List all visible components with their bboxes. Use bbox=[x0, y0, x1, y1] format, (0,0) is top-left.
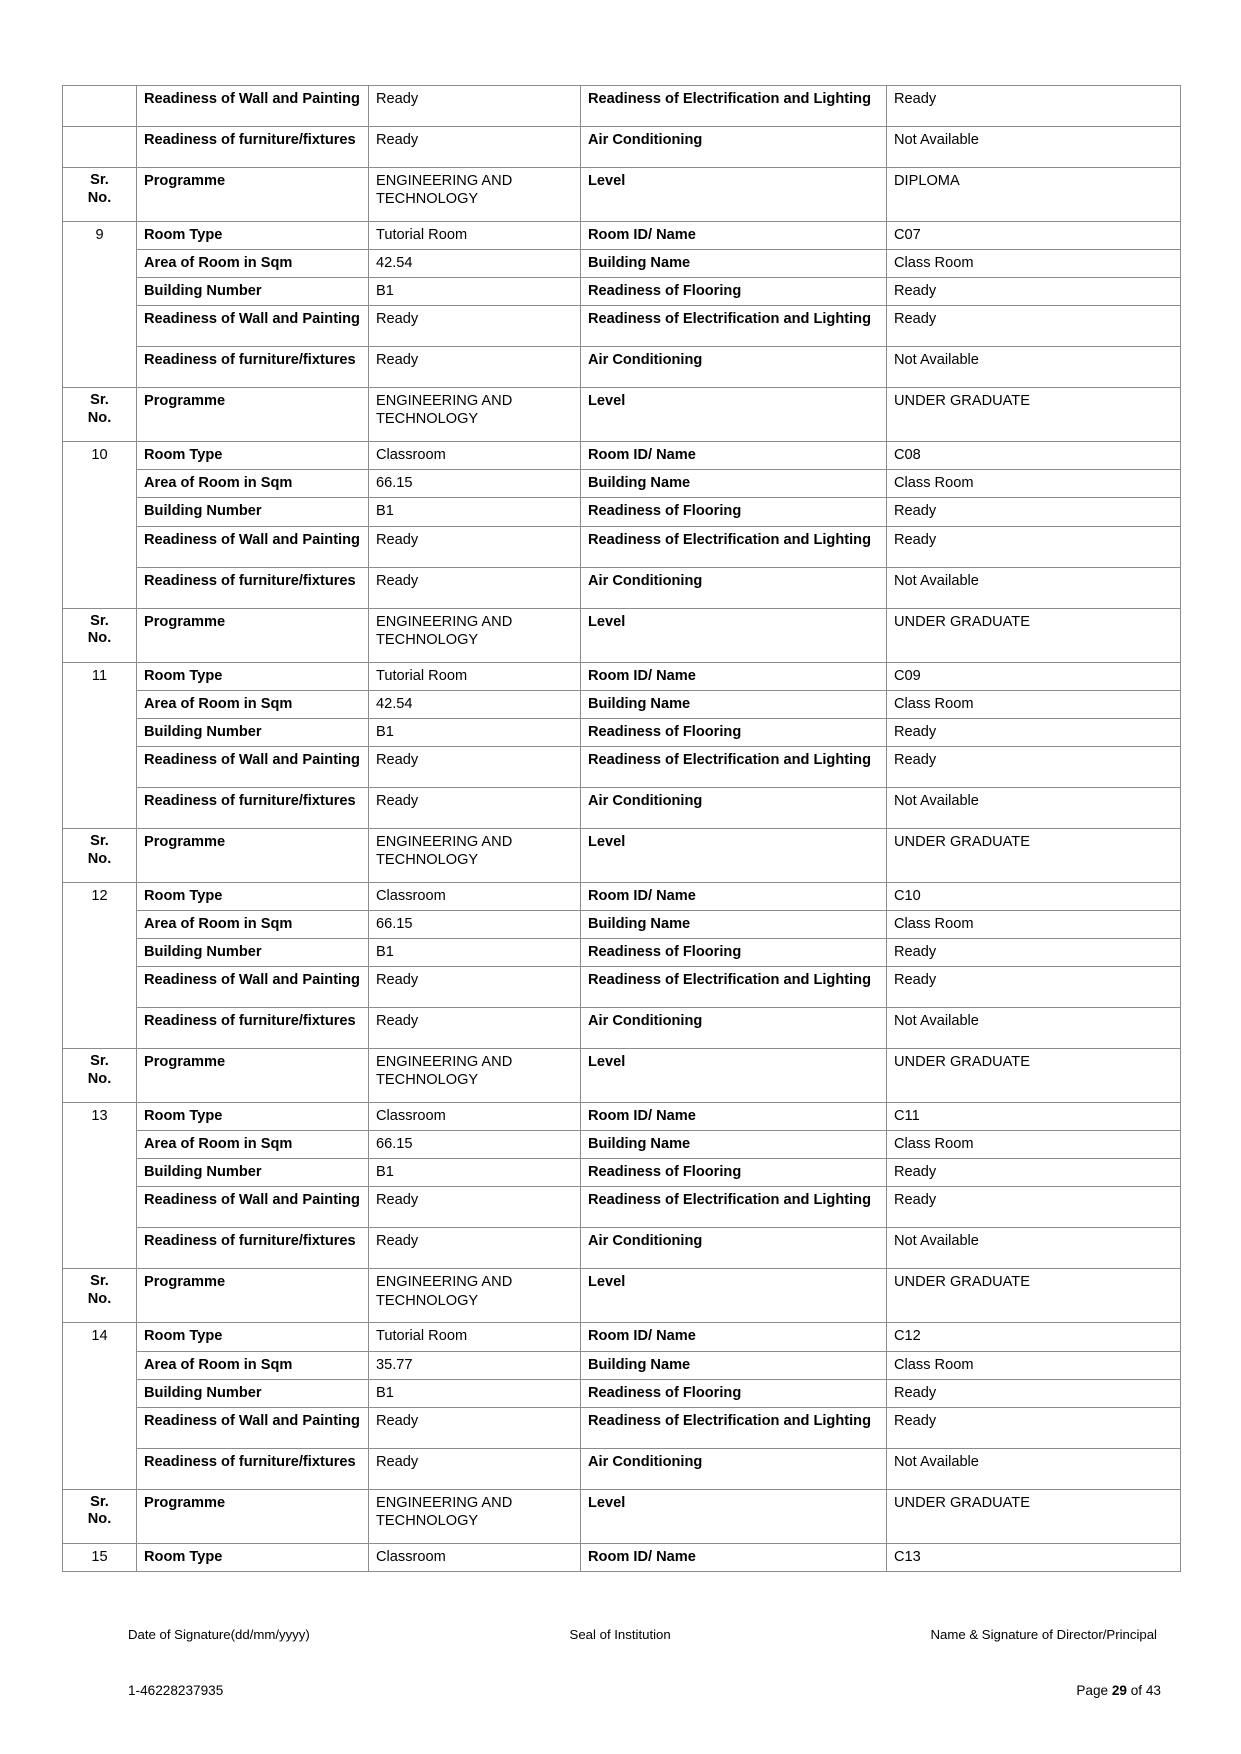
field-label-level: Level bbox=[581, 1489, 887, 1543]
table-row bbox=[63, 939, 1181, 967]
field-label-building-name: Building Name bbox=[581, 470, 887, 498]
table-row bbox=[63, 1448, 1181, 1489]
field-value-area: 42.54 bbox=[369, 250, 581, 278]
page-total: 43 bbox=[1145, 1683, 1161, 1698]
field-value-building-number: B1 bbox=[369, 939, 581, 967]
sr-no-header-cell bbox=[63, 1269, 137, 1323]
field-label-room-id: Room ID/ Name bbox=[581, 882, 887, 910]
table-row bbox=[63, 278, 1181, 306]
page-prefix: Page bbox=[1076, 1683, 1109, 1698]
field-value-room-id: C08 bbox=[887, 442, 1181, 470]
field-value-building-number: B1 bbox=[369, 718, 581, 746]
field-label-programme: Programme bbox=[137, 168, 369, 222]
field-value-flooring: Ready bbox=[887, 1379, 1181, 1407]
field-value-furniture: Ready bbox=[369, 567, 581, 608]
field-label-room-id: Room ID/ Name bbox=[581, 662, 887, 690]
field-label-flooring: Readiness of Flooring bbox=[581, 498, 887, 526]
table-row bbox=[63, 250, 1181, 278]
field-value-room-type: Classroom bbox=[369, 882, 581, 910]
field-label-flooring: Readiness of Flooring bbox=[581, 1159, 887, 1187]
field-value-room-id: C07 bbox=[887, 222, 1181, 250]
sr-no-line-2: No. bbox=[87, 850, 112, 867]
field-label-electrification: Readiness of Electrification and Lighting bbox=[581, 1407, 887, 1448]
field-label-room-type: Room Type bbox=[137, 1543, 369, 1571]
table-row bbox=[63, 882, 1181, 910]
field-value-furniture: Ready bbox=[369, 1008, 581, 1049]
field-value-building-number: B1 bbox=[369, 498, 581, 526]
field-label-flooring: Readiness of Flooring bbox=[581, 718, 887, 746]
field-label-electrification: Readiness of Electrification and Lighting bbox=[581, 746, 887, 787]
table-row bbox=[63, 222, 1181, 250]
field-value-wall: Ready bbox=[369, 746, 581, 787]
field-value-electrification: Ready bbox=[887, 526, 1181, 567]
field-label-flooring: Readiness of Flooring bbox=[581, 939, 887, 967]
field-label-level: Level bbox=[581, 608, 887, 662]
table-row bbox=[63, 567, 1181, 608]
field-label-air-conditioning: Air Conditioning bbox=[581, 567, 887, 608]
sr-no-line-2: No. bbox=[87, 1070, 112, 1087]
sr-no-line-1: Sr. bbox=[90, 392, 109, 409]
field-value-level: UNDER GRADUATE bbox=[887, 1269, 1181, 1323]
field-label-area: Area of Room in Sqm bbox=[137, 1351, 369, 1379]
table-row bbox=[63, 1351, 1181, 1379]
field-value-programme: ENGINEERING AND TECHNOLOGY bbox=[369, 1489, 581, 1543]
table-row-programme bbox=[63, 608, 1181, 662]
table-row bbox=[63, 967, 1181, 1008]
table-row bbox=[63, 347, 1181, 388]
sr-no-line-2: No. bbox=[87, 1511, 112, 1528]
field-value-building-number: B1 bbox=[369, 1379, 581, 1407]
table-row bbox=[63, 690, 1181, 718]
field-label-flooring: Readiness of Flooring bbox=[581, 1379, 887, 1407]
sr-no-value: 9 bbox=[63, 222, 137, 388]
field-value-air-conditioning: Not Available bbox=[887, 1008, 1181, 1049]
field-label-level: Level bbox=[581, 828, 887, 882]
field-label-level: Level bbox=[581, 1049, 887, 1103]
sr-no-line-1: Sr. bbox=[90, 1053, 109, 1070]
field-value-flooring: Ready bbox=[887, 939, 1181, 967]
field-label-electrification: Readiness of Electrification and Lighting bbox=[581, 1187, 887, 1228]
field-value-level: UNDER GRADUATE bbox=[887, 828, 1181, 882]
field-label-room-type: Room Type bbox=[137, 882, 369, 910]
field-label-furniture: Readiness of furniture/fixtures bbox=[137, 1448, 369, 1489]
page-of: of bbox=[1130, 1683, 1143, 1698]
field-label-area: Area of Room in Sqm bbox=[137, 1131, 369, 1159]
field-value-furniture: Ready bbox=[369, 1448, 581, 1489]
sr-no-header-cell bbox=[63, 1049, 137, 1103]
field-label-programme: Programme bbox=[137, 608, 369, 662]
sr-no-header-cell bbox=[63, 168, 137, 222]
table-row bbox=[63, 662, 1181, 690]
field-label-building-number: Building Number bbox=[137, 1159, 369, 1187]
sr-no-header-cell bbox=[63, 828, 137, 882]
field-label-electrification: Readiness of Electrification and Lighting bbox=[581, 967, 887, 1008]
field-label-area: Area of Room in Sqm bbox=[137, 250, 369, 278]
field-label-building-name: Building Name bbox=[581, 1131, 887, 1159]
page-number: 29 bbox=[1111, 1683, 1127, 1698]
sr-no-line-1: Sr. bbox=[90, 172, 109, 188]
sr-no-label bbox=[70, 1494, 129, 1530]
field-label-room-id: Room ID/ Name bbox=[581, 442, 887, 470]
field-value-level: UNDER GRADUATE bbox=[887, 388, 1181, 442]
field-value-air-conditioning: Not Available bbox=[887, 1228, 1181, 1269]
field-label-room-type: Room Type bbox=[137, 222, 369, 250]
field-label-wall: Readiness of Wall and Painting bbox=[137, 1407, 369, 1448]
application-id: 1-46228237935 bbox=[128, 1683, 224, 1698]
table-row bbox=[63, 127, 1181, 168]
field-label: Readiness of Wall and Painting bbox=[137, 86, 369, 127]
field-label-building-number: Building Number bbox=[137, 498, 369, 526]
table-row bbox=[63, 1228, 1181, 1269]
field-value-electrification: Ready bbox=[887, 1187, 1181, 1228]
field-label-air-conditioning: Air Conditioning bbox=[581, 1448, 887, 1489]
field-value: Ready bbox=[369, 127, 581, 168]
field-label-furniture: Readiness of furniture/fixtures bbox=[137, 567, 369, 608]
field-value-air-conditioning: Not Available bbox=[887, 347, 1181, 388]
table-row bbox=[63, 746, 1181, 787]
table-row-programme bbox=[63, 828, 1181, 882]
field-value-flooring: Ready bbox=[887, 278, 1181, 306]
field-label-building-number: Building Number bbox=[137, 278, 369, 306]
field-value-wall: Ready bbox=[369, 967, 581, 1008]
field-value-furniture: Ready bbox=[369, 1228, 581, 1269]
field-label-furniture: Readiness of furniture/fixtures bbox=[137, 1008, 369, 1049]
field-value-area: 66.15 bbox=[369, 910, 581, 938]
field-value-wall: Ready bbox=[369, 1407, 581, 1448]
sr-no-label bbox=[70, 392, 129, 428]
sr-no-label bbox=[70, 1273, 129, 1309]
sr-no-header-cell bbox=[63, 1489, 137, 1543]
seal-of-institution-label: Seal of Institution bbox=[569, 1627, 671, 1642]
field-value-electrification: Ready bbox=[887, 306, 1181, 347]
room-details-table bbox=[62, 85, 1181, 1572]
table-row bbox=[63, 1103, 1181, 1131]
field-label-wall: Readiness of Wall and Painting bbox=[137, 1187, 369, 1228]
table-row bbox=[63, 1379, 1181, 1407]
field-label-room-type: Room Type bbox=[137, 1103, 369, 1131]
field-label-room-id: Room ID/ Name bbox=[581, 1103, 887, 1131]
field-value-room-type: Tutorial Room bbox=[369, 662, 581, 690]
field-label-air-conditioning: Air Conditioning bbox=[581, 1228, 887, 1269]
sr-no-line-1: Sr. bbox=[90, 612, 109, 629]
field-label-furniture: Readiness of furniture/fixtures bbox=[137, 787, 369, 828]
field-value-building-name: Class Room bbox=[887, 690, 1181, 718]
field-label-building-name: Building Name bbox=[581, 1351, 887, 1379]
field-label-building-number: Building Number bbox=[137, 1379, 369, 1407]
field-value-area: 35.77 bbox=[369, 1351, 581, 1379]
sr-no-label bbox=[70, 172, 129, 208]
field-value-room-id: C09 bbox=[887, 662, 1181, 690]
field-label-air-conditioning: Air Conditioning bbox=[581, 787, 887, 828]
field-label-wall: Readiness of Wall and Painting bbox=[137, 306, 369, 347]
field-value-building-name: Class Room bbox=[887, 1131, 1181, 1159]
field-value-wall: Ready bbox=[369, 526, 581, 567]
table-row-programme bbox=[63, 1269, 1181, 1323]
field-value-building-name: Class Room bbox=[887, 1351, 1181, 1379]
field-label-programme: Programme bbox=[137, 388, 369, 442]
field-label-programme: Programme bbox=[137, 1269, 369, 1323]
sr-no-value: 15 bbox=[63, 1543, 137, 1571]
field-label-electrification: Readiness of Electrification and Lighting bbox=[581, 306, 887, 347]
field-label-air-conditioning: Air Conditioning bbox=[581, 347, 887, 388]
sr-no-line-1: Sr. bbox=[90, 832, 109, 849]
field-label: Readiness of Electrification and Lighting bbox=[581, 86, 887, 127]
field-value-building-number: B1 bbox=[369, 278, 581, 306]
sr-no-line-1: Sr. bbox=[90, 1493, 109, 1510]
table-row bbox=[63, 1407, 1181, 1448]
field-label-air-conditioning: Air Conditioning bbox=[581, 1008, 887, 1049]
field-label-room-type: Room Type bbox=[137, 442, 369, 470]
field-label-level: Level bbox=[581, 168, 887, 222]
field-value: Ready bbox=[369, 86, 581, 127]
field-value-flooring: Ready bbox=[887, 1159, 1181, 1187]
sr-no-value: 13 bbox=[63, 1103, 137, 1269]
field-label-programme: Programme bbox=[137, 1049, 369, 1103]
field-label-area: Area of Room in Sqm bbox=[137, 910, 369, 938]
field-value-air-conditioning: Not Available bbox=[887, 787, 1181, 828]
page-footer bbox=[62, 1683, 1179, 1698]
field-value-furniture: Ready bbox=[369, 347, 581, 388]
field-value: Not Available bbox=[887, 127, 1181, 168]
field-value-programme: ENGINEERING AND TECHNOLOGY bbox=[369, 608, 581, 662]
field-label-wall: Readiness of Wall and Painting bbox=[137, 746, 369, 787]
table-row bbox=[63, 442, 1181, 470]
sr-no-value: 10 bbox=[63, 442, 137, 608]
field-label-programme: Programme bbox=[137, 1489, 369, 1543]
field-value-building-number: B1 bbox=[369, 1159, 581, 1187]
signature-footer bbox=[62, 1627, 1179, 1642]
table-row bbox=[63, 787, 1181, 828]
field-label: Air Conditioning bbox=[581, 127, 887, 168]
table-row bbox=[63, 498, 1181, 526]
field-label-room-type: Room Type bbox=[137, 662, 369, 690]
field-value-flooring: Ready bbox=[887, 718, 1181, 746]
field-label-area: Area of Room in Sqm bbox=[137, 690, 369, 718]
field-label-building-name: Building Name bbox=[581, 690, 887, 718]
table-row bbox=[63, 1131, 1181, 1159]
field-value-room-id: C13 bbox=[887, 1543, 1181, 1571]
sr-no-line-2: No. bbox=[87, 630, 112, 647]
field-value-room-type: Classroom bbox=[369, 1543, 581, 1571]
field-label-furniture: Readiness of furniture/fixtures bbox=[137, 347, 369, 388]
field-value: Ready bbox=[887, 86, 1181, 127]
sr-no-label bbox=[70, 613, 129, 649]
sr-no-label bbox=[70, 833, 129, 869]
field-value-room-type: Classroom bbox=[369, 1103, 581, 1131]
sr-no-cell bbox=[63, 86, 137, 127]
field-label-programme: Programme bbox=[137, 828, 369, 882]
sr-no-value: 14 bbox=[63, 1323, 137, 1489]
field-value-room-type: Tutorial Room bbox=[369, 1323, 581, 1351]
name-signature-label: Name & Signature of Director/Principal bbox=[930, 1627, 1157, 1642]
table-row bbox=[63, 1543, 1181, 1571]
table-row bbox=[63, 306, 1181, 347]
field-value-level: DIPLOMA bbox=[887, 168, 1181, 222]
table-row-programme bbox=[63, 1049, 1181, 1103]
field-value-furniture: Ready bbox=[369, 787, 581, 828]
table-row bbox=[63, 526, 1181, 567]
field-label-building-number: Building Number bbox=[137, 939, 369, 967]
table-row bbox=[63, 718, 1181, 746]
field-value-flooring: Ready bbox=[887, 498, 1181, 526]
field-value-level: UNDER GRADUATE bbox=[887, 1489, 1181, 1543]
sr-no-header-cell bbox=[63, 608, 137, 662]
field-value-electrification: Ready bbox=[887, 746, 1181, 787]
field-value-room-type: Tutorial Room bbox=[369, 222, 581, 250]
field-value-programme: ENGINEERING AND TECHNOLOGY bbox=[369, 1269, 581, 1323]
field-value-room-id: C12 bbox=[887, 1323, 1181, 1351]
field-label-building-name: Building Name bbox=[581, 250, 887, 278]
table-row bbox=[63, 1187, 1181, 1228]
field-label-level: Level bbox=[581, 1269, 887, 1323]
sr-no-line-2: No. bbox=[87, 1291, 112, 1308]
field-value-level: UNDER GRADUATE bbox=[887, 608, 1181, 662]
field-value-building-name: Class Room bbox=[887, 910, 1181, 938]
field-value-electrification: Ready bbox=[887, 967, 1181, 1008]
field-value-air-conditioning: Not Available bbox=[887, 567, 1181, 608]
field-value-wall: Ready bbox=[369, 1187, 581, 1228]
field-value-area: 42.54 bbox=[369, 690, 581, 718]
table-row bbox=[63, 1159, 1181, 1187]
field-value-programme: ENGINEERING AND TECHNOLOGY bbox=[369, 168, 581, 222]
field-value-area: 66.15 bbox=[369, 470, 581, 498]
field-value-area: 66.15 bbox=[369, 1131, 581, 1159]
field-label-room-id: Room ID/ Name bbox=[581, 222, 887, 250]
sr-no-header-cell bbox=[63, 388, 137, 442]
table-row bbox=[63, 1323, 1181, 1351]
sr-no-cell bbox=[63, 127, 137, 168]
field-label-furniture: Readiness of furniture/fixtures bbox=[137, 1228, 369, 1269]
field-label-room-id: Room ID/ Name bbox=[581, 1543, 887, 1571]
field-value-building-name: Class Room bbox=[887, 470, 1181, 498]
field-value-air-conditioning: Not Available bbox=[887, 1448, 1181, 1489]
field-label: Readiness of furniture/fixtures bbox=[137, 127, 369, 168]
field-label-building-number: Building Number bbox=[137, 718, 369, 746]
table-row-programme bbox=[63, 1489, 1181, 1543]
table-body bbox=[63, 86, 1181, 168]
field-label-flooring: Readiness of Flooring bbox=[581, 278, 887, 306]
sr-no-line-2: No. bbox=[87, 410, 112, 427]
field-value-room-type: Classroom bbox=[369, 442, 581, 470]
field-value-room-id: C10 bbox=[887, 882, 1181, 910]
table-row bbox=[63, 910, 1181, 938]
sr-no-label bbox=[70, 1053, 129, 1089]
field-value-room-id: C11 bbox=[887, 1103, 1181, 1131]
field-label-area: Area of Room in Sqm bbox=[137, 470, 369, 498]
table-row-programme bbox=[63, 388, 1181, 442]
date-of-signature-label: Date of Signature(dd/mm/yyyy) bbox=[128, 1627, 310, 1642]
field-value-level: UNDER GRADUATE bbox=[887, 1049, 1181, 1103]
field-label-room-id: Room ID/ Name bbox=[581, 1323, 887, 1351]
sr-no-value: 11 bbox=[63, 662, 137, 828]
sr-no-line-1: Sr. bbox=[90, 1273, 109, 1290]
field-label-level: Level bbox=[581, 388, 887, 442]
field-value-wall: Ready bbox=[369, 306, 581, 347]
field-value-programme: ENGINEERING AND TECHNOLOGY bbox=[369, 388, 581, 442]
field-label-wall: Readiness of Wall and Painting bbox=[137, 967, 369, 1008]
table-row bbox=[63, 470, 1181, 498]
table-row bbox=[63, 1008, 1181, 1049]
field-value-programme: ENGINEERING AND TECHNOLOGY bbox=[369, 1049, 581, 1103]
field-label-room-type: Room Type bbox=[137, 1323, 369, 1351]
table-row bbox=[63, 86, 1181, 127]
field-label-building-name: Building Name bbox=[581, 910, 887, 938]
table-row-programme bbox=[63, 168, 1181, 222]
sr-no-line-2: No. bbox=[87, 189, 112, 206]
page-indicator bbox=[1076, 1683, 1161, 1698]
sr-no-value: 12 bbox=[63, 882, 137, 1048]
field-label-wall: Readiness of Wall and Painting bbox=[137, 526, 369, 567]
field-label-electrification: Readiness of Electrification and Lighting bbox=[581, 526, 887, 567]
field-value-programme: ENGINEERING AND TECHNOLOGY bbox=[369, 828, 581, 882]
field-value-electrification: Ready bbox=[887, 1407, 1181, 1448]
field-value-building-name: Class Room bbox=[887, 250, 1181, 278]
